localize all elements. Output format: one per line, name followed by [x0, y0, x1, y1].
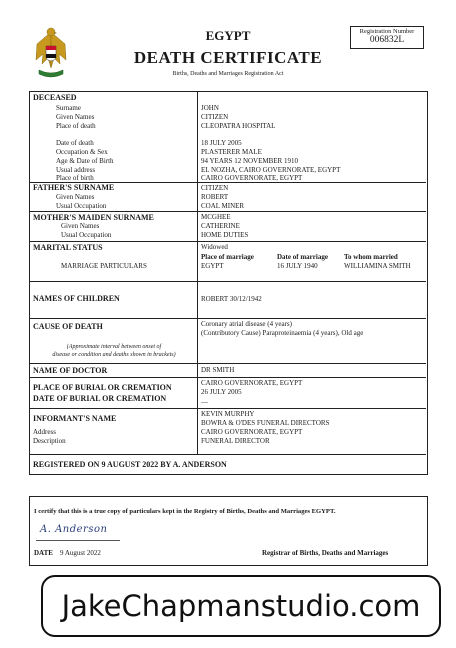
informant-address: CAIRO GOVERNORATE, EGYPT	[201, 428, 303, 436]
father-value: COAL MINER	[201, 202, 245, 210]
deceased-value: 94 YEARS 12 NOVEMBER 1910	[201, 157, 298, 165]
deceased-value: CAIRO GOVERNORATE, EGYPT	[201, 174, 303, 182]
father-surname: CITIZEN	[201, 184, 229, 192]
marital-status: Widowed	[201, 243, 228, 251]
marital-heading: MARITAL STATUS	[33, 243, 103, 252]
marriage-place: EGYPT	[201, 262, 224, 270]
act-subtitle: Births, Deaths and Marriages Registration Act	[172, 71, 284, 77]
registered-line: REGISTERED ON 9 AUGUST 2022 BY A. ANDERSON	[33, 460, 227, 469]
deceased-value: JOHN	[201, 104, 219, 112]
cause-line: (Contributory Cause) Paraproteinaemia (4 years), Old age	[201, 329, 364, 337]
marriage-particulars-label: MARRIAGE PARTICULARS	[61, 262, 147, 270]
burial-date: 26 JULY 2005	[201, 388, 242, 396]
mother-label: Usual Occupation	[61, 231, 112, 239]
date-label: DATE	[34, 549, 53, 557]
cause-line: Coronary atrial disease (4 years)	[201, 320, 292, 328]
informant-description-label: Description	[33, 437, 66, 445]
doctor-heading: NAME OF DOCTOR	[33, 366, 108, 375]
burial-place-heading: PLACE OF BURIAL OR CREMATION	[33, 383, 172, 392]
certify-statement: I certify that this is a true copy of particulars kept in the Registry of Births, Deaths and Marriages EGYPT.	[34, 508, 336, 515]
mother-heading: MOTHER'S MAIDEN SURNAME	[33, 213, 154, 222]
deceased-value: CLEOPATRA HOSPITAL	[201, 122, 276, 130]
deceased-label: Surname	[56, 104, 81, 112]
deceased-heading: DECEASED	[33, 93, 77, 102]
marriage-whom: WILLIAMINA SMITH	[344, 262, 411, 270]
registration-number: 006832L	[369, 35, 405, 45]
burial-dash: —	[201, 398, 208, 406]
deceased-value: EL NOZHA, CAIRO GOVERNORATE, EGYPT	[201, 166, 341, 174]
father-heading: FATHER'S SURNAME	[33, 183, 115, 192]
mother-surname: MCGHEE	[201, 213, 231, 221]
doctor-value: DR SMITH	[201, 366, 235, 374]
deceased-label: Usual address	[56, 166, 96, 174]
deceased-value: 18 JULY 2005	[201, 139, 242, 147]
informant-business: BOWRA & O'DES FUNERAL DIRECTORS	[201, 419, 330, 427]
informant-description: FUNERAL DIRECTOR	[201, 437, 270, 445]
burial-date-heading: DATE OF BURIAL OR CREMATION	[33, 394, 167, 403]
informant-address-label: Address	[33, 428, 56, 436]
registration-label: Registration Number	[359, 28, 415, 35]
date-value: 9 August 2022	[60, 549, 101, 557]
watermark-text: JakeChapmanstudio.com	[61, 589, 421, 623]
father-label: Given Names	[56, 193, 95, 201]
mother-value: CATHERINE	[201, 222, 240, 230]
deceased-label: Occupation & Sex	[56, 148, 108, 156]
signature-underline	[36, 540, 120, 541]
marriage-date: 16 JULY 1940	[277, 262, 318, 270]
deceased-label: Place of birth	[56, 174, 94, 182]
registration-box	[350, 26, 424, 49]
mother-label: Given Names	[61, 222, 100, 230]
mother-value: HOME DUTIES	[201, 231, 249, 239]
deceased-label: Age & Date of Birth	[56, 157, 114, 165]
registrar-title: Registrar of Births, Deaths and Marriages	[262, 549, 389, 557]
informant-heading: INFORMANT'S NAME	[33, 414, 117, 423]
country-title: EGYPT	[205, 28, 251, 43]
deceased-value: PLASTERER MALE	[201, 148, 262, 156]
cause-note: (Approximate interval between onset of	[66, 344, 162, 350]
deceased-label: Given Names	[56, 113, 95, 121]
father-value: ROBERT	[201, 193, 229, 201]
signature: A. Anderson	[40, 524, 108, 535]
deceased-label: Place of death	[56, 122, 96, 130]
father-label: Usual Occupation	[56, 202, 107, 210]
deceased-label: Date of death	[56, 139, 94, 147]
marriage-date-header: Date of marriage	[277, 253, 328, 261]
marriage-whom-header: To whom married	[344, 253, 398, 261]
watermark-banner	[41, 575, 441, 637]
children-value: ROBERT 30/12/1942	[201, 295, 262, 303]
children-heading: NAMES OF CHILDREN	[33, 294, 120, 303]
deceased-value: CITIZEN	[201, 113, 229, 121]
cause-heading: CAUSE OF DEATH	[33, 322, 103, 331]
marriage-place-header: Place of marriage	[201, 253, 254, 261]
cause-note: disease or condition and deaths shown in brackets)	[52, 352, 176, 358]
informant-name: KEVIN MURPHY	[201, 410, 255, 418]
burial-place: CAIRO GOVERNORATE, EGYPT	[201, 379, 303, 387]
document-title: DEATH CERTIFICATE	[133, 48, 323, 67]
